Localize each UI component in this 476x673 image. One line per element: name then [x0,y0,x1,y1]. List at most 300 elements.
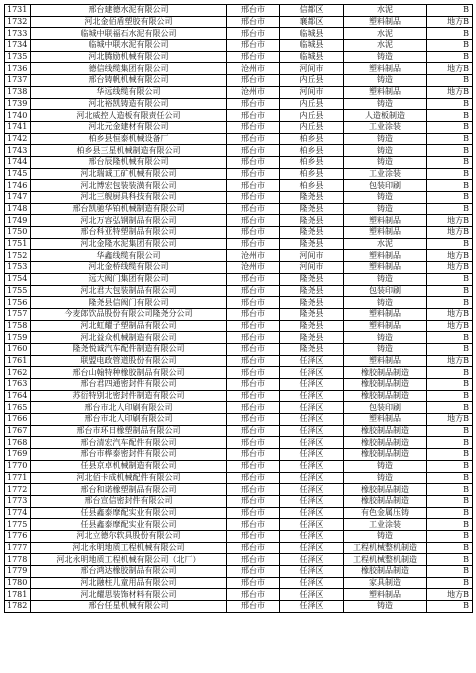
company-name-cell: 邢台凯驰华铂机械制造有限公司 [31,203,227,215]
table-row [5,75,473,87]
company-name-cell: 邢台任星机械有限公司 [31,601,227,613]
table-row [5,285,473,297]
classification-cell: B [427,51,473,63]
classification-cell: B [427,40,473,52]
company-name-cell: 远大阀门集团有限公司 [31,273,227,285]
table-row [5,589,473,601]
classification-cell: B [427,5,473,17]
industry-cell: 橡胶制品制造 [344,484,427,496]
industry-cell: 铸造 [344,530,427,542]
industry-cell: 橡胶制品制造 [344,566,427,578]
company-name-cell: 河北金佰盾塑胶有限公司 [31,16,227,28]
company-name-cell: 邢台市桦泰密封件有限公司 [31,449,227,461]
table-row [5,355,473,367]
classification-cell: B [427,449,473,461]
row-number-cell: 1742 [5,133,31,145]
classification-cell: B [427,519,473,531]
classification-cell: B [427,75,473,87]
district-cell: 任泽区 [280,566,344,578]
company-name-cell: 华远线缆有限公司 [31,86,227,98]
table-row [5,425,473,437]
district-cell: 河间市 [280,250,344,262]
classification-cell: B [427,530,473,542]
industry-cell: 塑料制品 [344,250,427,262]
row-number-cell: 1769 [5,449,31,461]
table-row [5,262,473,274]
industry-cell: 铸造 [344,601,427,613]
table-row [5,460,473,472]
row-number-cell: 1777 [5,542,31,554]
city-cell: 邢台市 [227,5,280,17]
industry-cell: 铸造 [344,192,427,204]
district-cell: 河间市 [280,262,344,274]
classification-cell: B [427,601,473,613]
industry-cell: 塑料制品 [344,215,427,227]
city-cell: 邢台市 [227,484,280,496]
city-cell: 邢台市 [227,460,280,472]
row-number-cell: 1749 [5,215,31,227]
district-cell: 河间市 [280,63,344,75]
industry-cell: 铸造 [344,51,427,63]
row-number-cell: 1759 [5,332,31,344]
classification-cell: B [427,472,473,484]
table-row [5,156,473,168]
company-name-cell: 任县鑫泰摩配实业有限公司 [31,519,227,531]
company-name-cell: 河北立德尔软具股份有限公司 [31,530,227,542]
company-name-cell: 任县鑫泰摩配实业有限公司 [31,507,227,519]
industry-cell: 塑料制品 [344,16,427,28]
row-number-cell: 1738 [5,86,31,98]
company-name-cell: 河北威控人造板有限责任公司 [31,110,227,122]
table-row [5,227,473,239]
district-cell: 临城县 [280,51,344,63]
table-row [5,16,473,28]
company-name-cell: 邢台清宏汽车配件有限公司 [31,437,227,449]
company-name-cell: 柏乡县三星机械制造有限公司 [31,145,227,157]
table-row [5,86,473,98]
industry-cell: 铸造 [344,297,427,309]
classification-cell: 地方B [427,589,473,601]
district-cell: 任泽区 [280,589,344,601]
city-cell: 沧州市 [227,63,280,75]
city-cell: 邢台市 [227,530,280,542]
row-number-cell: 1770 [5,460,31,472]
classification-cell: B [427,390,473,402]
industry-cell: 橡胶制品制造 [344,449,427,461]
classification-cell: B [427,484,473,496]
city-cell: 邢台市 [227,507,280,519]
classification-cell: B [427,238,473,250]
classification-cell: B [427,273,473,285]
industry-cell: 铸造 [344,156,427,168]
row-number-cell: 1757 [5,308,31,320]
row-number-cell: 1781 [5,589,31,601]
classification-cell: B [427,28,473,40]
industry-cell: 工业涂装 [344,168,427,180]
city-cell: 邢台市 [227,168,280,180]
city-cell: 邢台市 [227,367,280,379]
classification-cell: B [427,554,473,566]
industry-cell: 铸造 [344,75,427,87]
row-number-cell: 1748 [5,203,31,215]
company-name-cell: 邢台宣信密封件有限公司 [31,495,227,507]
city-cell: 邢台市 [227,227,280,239]
district-cell: 隆尧县 [280,238,344,250]
table-row [5,98,473,110]
industry-cell: 塑料制品 [344,308,427,320]
table-row [5,566,473,578]
city-cell: 邢台市 [227,51,280,63]
row-number-cell: 1731 [5,5,31,17]
company-name-cell: 临城中联水泥有限公司 [31,40,227,52]
city-cell: 邢台市 [227,273,280,285]
company-name-cell: 今麦郎饮品股份有限公司隆尧分公司 [31,308,227,320]
city-cell: 邢台市 [227,472,280,484]
district-cell: 任泽区 [280,530,344,542]
district-cell: 内丘县 [280,75,344,87]
table-row [5,121,473,133]
city-cell: 邢台市 [227,133,280,145]
classification-cell: B [427,402,473,414]
row-number-cell: 1740 [5,110,31,122]
city-cell: 邢台市 [227,343,280,355]
row-number-cell: 1765 [5,402,31,414]
company-name-cell: 河北益众机械制造有限公司 [31,332,227,344]
row-number-cell: 1775 [5,519,31,531]
city-cell: 邢台市 [227,28,280,40]
row-number-cell: 1779 [5,566,31,578]
table-row [5,554,473,566]
industry-cell: 塑料制品 [344,227,427,239]
classification-cell: B [427,495,473,507]
classification-cell: 地方B [427,86,473,98]
district-cell: 隆尧县 [280,192,344,204]
table-row [5,168,473,180]
industry-cell: 铸造 [344,332,427,344]
company-name-cell: 河北永明地质工程机械有限公司 [31,542,227,554]
district-cell: 柏乡县 [280,145,344,157]
row-number-cell: 1756 [5,297,31,309]
classification-cell: B [427,285,473,297]
classification-cell: 地方B [427,320,473,332]
row-number-cell: 1734 [5,40,31,52]
classification-cell: B [427,180,473,192]
district-cell: 任泽区 [280,507,344,519]
company-name-cell: 河北金隆水泥集团有限公司 [31,238,227,250]
company-name-cell: 苏衍特别北密封件制造有限公司 [31,390,227,402]
row-number-cell: 1778 [5,554,31,566]
district-cell: 内丘县 [280,121,344,133]
city-cell: 沧州市 [227,86,280,98]
company-name-cell: 邢台市北人印刷有限公司 [31,414,227,426]
city-cell: 邢台市 [227,554,280,566]
table-body [5,5,473,613]
district-cell: 内丘县 [280,110,344,122]
table-row [5,507,473,519]
classification-cell: B [427,145,473,157]
table-row [5,215,473,227]
city-cell: 邢台市 [227,566,280,578]
city-cell: 邢台市 [227,203,280,215]
district-cell: 隆尧县 [280,285,344,297]
row-number-cell: 1732 [5,16,31,28]
row-number-cell: 1764 [5,390,31,402]
district-cell: 襄都区 [280,16,344,28]
table-row [5,192,473,204]
district-cell: 柏乡县 [280,133,344,145]
row-number-cell: 1733 [5,28,31,40]
district-cell: 任泽区 [280,379,344,391]
row-number-cell: 1767 [5,425,31,437]
industry-cell: 工程机械整机制造 [344,554,427,566]
company-name-cell: 河北元金建材有限公司 [31,121,227,133]
industry-cell: 水泥 [344,238,427,250]
industry-cell: 铸造 [344,343,427,355]
classification-cell: 地方B [427,308,473,320]
company-name-cell: 河北佰卡成机械配件有限公司 [31,472,227,484]
industry-cell: 有色金属压铸 [344,507,427,519]
table-row [5,402,473,414]
city-cell: 邢台市 [227,437,280,449]
city-cell: 邢台市 [227,542,280,554]
city-cell: 邢台市 [227,320,280,332]
row-number-cell: 1782 [5,601,31,613]
city-cell: 邢台市 [227,379,280,391]
city-cell: 邢台市 [227,601,280,613]
table-row [5,390,473,402]
district-cell: 隆尧县 [280,203,344,215]
city-cell: 邢台市 [227,121,280,133]
city-cell: 邢台市 [227,285,280,297]
district-cell: 隆尧县 [280,332,344,344]
classification-cell: 地方B [427,215,473,227]
classification-cell: 地方B [427,250,473,262]
row-number-cell: 1743 [5,145,31,157]
classification-cell: B [427,332,473,344]
company-name-cell: 邢台和诺橡塑制品有限公司 [31,484,227,496]
city-cell: 邢台市 [227,390,280,402]
industry-cell: 工程机械整机制造 [344,542,427,554]
district-cell: 隆尧县 [280,273,344,285]
company-name-cell: 河北耀思装饰材料有限公司 [31,589,227,601]
table-row [5,133,473,145]
industry-cell: 塑料制品 [344,414,427,426]
industry-cell: 工业涂装 [344,519,427,531]
city-cell: 邢台市 [227,589,280,601]
row-number-cell: 1745 [5,168,31,180]
table-row [5,530,473,542]
company-name-cell: 邢台科亚特塑制品有限公司 [31,227,227,239]
table-row [5,472,473,484]
city-cell: 邢台市 [227,215,280,227]
row-number-cell: 1758 [5,320,31,332]
industry-cell: 水泥 [344,28,427,40]
row-number-cell: 1754 [5,273,31,285]
table-row [5,601,473,613]
classification-cell: 地方B [427,355,473,367]
district-cell: 隆尧县 [280,308,344,320]
classification-cell: B [427,98,473,110]
classification-cell: B [427,507,473,519]
row-number-cell: 1741 [5,121,31,133]
city-cell: 邢台市 [227,355,280,367]
district-cell: 任泽区 [280,577,344,589]
district-cell: 任泽区 [280,495,344,507]
row-number-cell: 1751 [5,238,31,250]
district-cell: 临城县 [280,28,344,40]
table-row [5,273,473,285]
table-row [5,379,473,391]
district-cell: 内丘县 [280,98,344,110]
district-cell: 任泽区 [280,542,344,554]
table-row [5,145,473,157]
row-number-cell: 1774 [5,507,31,519]
district-cell: 隆尧县 [280,215,344,227]
row-number-cell: 1735 [5,51,31,63]
district-cell: 隆尧县 [280,227,344,239]
industry-cell: 塑料制品 [344,320,427,332]
industry-cell: 家具制造 [344,577,427,589]
company-name-cell: 邢台市环日橡塑制品有限公司 [31,425,227,437]
district-cell: 隆尧县 [280,320,344,332]
company-name-cell: 邢台山翰特种橡胶制品有限公司 [31,367,227,379]
city-cell: 沧州市 [227,250,280,262]
company-name-cell: 河北永明地质工程机械有限公司（北厂） [31,554,227,566]
city-cell: 邢台市 [227,449,280,461]
industry-cell: 水泥 [344,40,427,52]
city-cell: 邢台市 [227,495,280,507]
company-name-cell: 华鑫线缆有限公司 [31,250,227,262]
industry-cell: 包装印刷 [344,402,427,414]
table-row [5,28,473,40]
row-number-cell: 1762 [5,367,31,379]
company-name-cell: 邢台辰隆机械有限公司 [31,156,227,168]
city-cell: 邢台市 [227,180,280,192]
industry-cell: 人造板制造 [344,110,427,122]
table-row [5,110,473,122]
city-cell: 邢台市 [227,425,280,437]
industry-cell: 橡胶制品制造 [344,495,427,507]
row-number-cell: 1746 [5,180,31,192]
company-name-cell: 河北瑞诚工矿机械有限公司 [31,168,227,180]
city-cell: 邢台市 [227,297,280,309]
district-cell: 任泽区 [280,484,344,496]
district-cell: 柏乡县 [280,156,344,168]
row-number-cell: 1755 [5,285,31,297]
industry-cell: 橡胶制品制造 [344,390,427,402]
city-cell: 邢台市 [227,75,280,87]
district-cell: 任泽区 [280,554,344,566]
industry-cell: 塑料制品 [344,589,427,601]
row-number-cell: 1744 [5,156,31,168]
company-name-cell: 隆尧悦诚汽车配件制造有限公司 [31,343,227,355]
table-row [5,414,473,426]
table-row [5,320,473,332]
table-row [5,63,473,75]
table-row [5,180,473,192]
district-cell: 信都区 [280,5,344,17]
city-cell: 邢台市 [227,577,280,589]
industry-cell: 包装印刷 [344,180,427,192]
district-cell: 隆尧县 [280,297,344,309]
industry-cell: 塑料制品 [344,262,427,274]
row-number-cell: 1736 [5,63,31,75]
district-cell: 任泽区 [280,355,344,367]
table-row [5,542,473,554]
row-number-cell: 1739 [5,98,31,110]
city-cell: 邢台市 [227,98,280,110]
city-cell: 邢台市 [227,156,280,168]
district-cell: 任泽区 [280,460,344,472]
row-number-cell: 1771 [5,472,31,484]
table-row [5,343,473,355]
classification-cell: B [427,460,473,472]
table-row [5,308,473,320]
company-name-cell: 河北金桥线缆有限公司 [31,262,227,274]
company-name-cell: 邢台君四通密封件有限公司 [31,379,227,391]
industry-cell: 铸造 [344,273,427,285]
district-cell: 任泽区 [280,601,344,613]
classification-cell: B [427,133,473,145]
company-name-cell: 邢台铸帆机械有限公司 [31,75,227,87]
city-cell: 邢台市 [227,332,280,344]
city-cell: 邢台市 [227,192,280,204]
classification-cell: B [427,367,473,379]
company-name-cell: 任县京卓机械制造有限公司 [31,460,227,472]
row-number-cell: 1761 [5,355,31,367]
company-name-cell: 河北三舰厨具科技有限公司 [31,192,227,204]
row-number-cell: 1768 [5,437,31,449]
row-number-cell: 1780 [5,577,31,589]
district-cell: 柏乡县 [280,180,344,192]
city-cell: 邢台市 [227,402,280,414]
company-name-cell: 邢台建德水泥有限公司 [31,5,227,17]
classification-cell: 地方B [427,227,473,239]
district-cell: 河间市 [280,86,344,98]
table-row [5,449,473,461]
industry-cell: 橡胶制品制造 [344,437,427,449]
table-row [5,484,473,496]
industry-cell: 塑料制品 [344,355,427,367]
company-name-cell: 柏乡县恒泰机械设备厂 [31,133,227,145]
district-cell: 临城县 [280,40,344,52]
row-number-cell: 1766 [5,414,31,426]
table-row [5,495,473,507]
district-cell: 任泽区 [280,402,344,414]
city-cell: 邢台市 [227,238,280,250]
company-name-cell: 河北万容弘钢制品有限公司 [31,215,227,227]
classification-cell: B [427,542,473,554]
industry-cell: 铸造 [344,472,427,484]
classification-cell: B [427,437,473,449]
industry-cell: 水泥 [344,5,427,17]
district-cell: 任泽区 [280,414,344,426]
district-cell: 柏乡县 [280,168,344,180]
city-cell: 邢台市 [227,16,280,28]
company-name-cell: 河北裕凯铸造有限公司 [31,98,227,110]
city-cell: 邢台市 [227,519,280,531]
company-name-cell: 河北虹耀子塑制品有限公司 [31,320,227,332]
classification-cell: B [427,168,473,180]
district-cell: 任泽区 [280,449,344,461]
industry-cell: 铸造 [344,98,427,110]
company-name-cell: 联盟电政管道股份有限公司 [31,355,227,367]
district-cell: 隆尧县 [280,343,344,355]
district-cell: 任泽区 [280,519,344,531]
classification-cell: B [427,577,473,589]
district-cell: 任泽区 [280,425,344,437]
city-cell: 邢台市 [227,308,280,320]
